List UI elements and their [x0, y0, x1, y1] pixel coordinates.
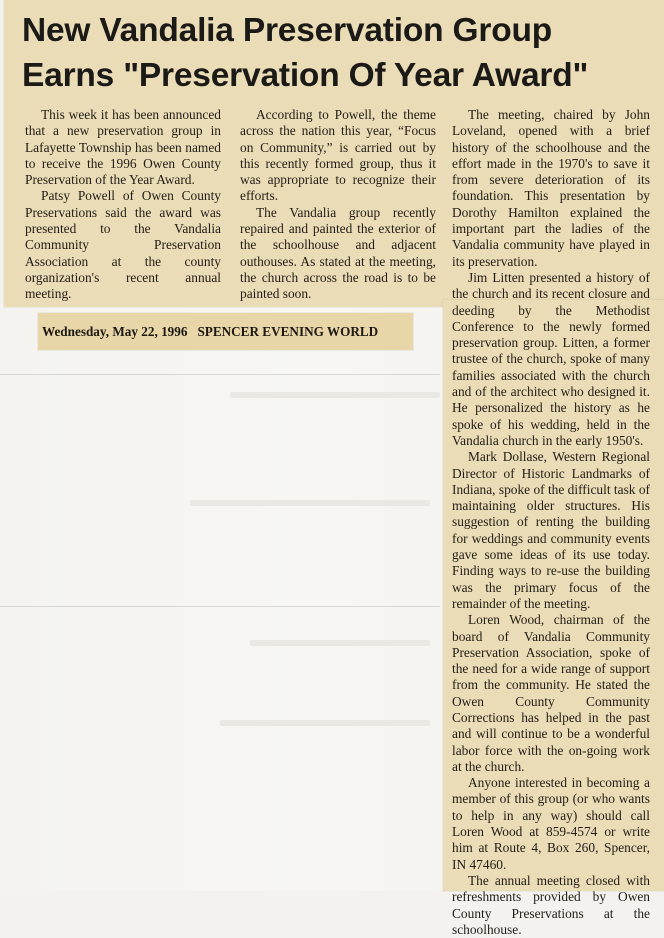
- paragraph: Anyone interested in becoming a member of this group (or who wants to help in any way) should call Loren Wood at 859-4574 or write him at Route 4, Box 260, Spencer, IN 47460.: [452, 775, 650, 872]
- paragraph: The annual meeting closed with refreshments provided by Owen County Preservations at the schoolhouse.: [452, 872, 650, 937]
- paragraph: Mark Dollase, Western Regional Director of Historic Landmarks of Indiana, spoke of the difficult task of maintaining older structures. His suggestion of renting the building for weddings and community events gave some ideas of its use today. Finding ways to re-use the building was the primary focus of the remainder of the meeting.: [452, 449, 650, 611]
- bleed-through-mark: [250, 640, 430, 646]
- paragraph: The Vandalia group recently repaired and painted the exterior of the schoolhouse and adjacent outhouses. As stated at the meeting, the church across the road is to be painted soon.: [240, 204, 436, 302]
- article-column-2: [240, 107, 436, 303]
- bleed-through-mark: [230, 392, 440, 398]
- publication-date: Wednesday, May 22, 1996: [42, 324, 188, 339]
- publication-dateline: [42, 323, 412, 341]
- article-column-1: [25, 107, 221, 303]
- article-column-3: [452, 107, 650, 938]
- paragraph: The meeting, chaired by John Loveland, opened with a brief history of the schoolhouse and the effort made in the 1970's to save it from severe deterioration of its foundation. This presentation by Dorothy Hamilton explained the important part the ladies of the Vandalia community have played in its preservation.: [452, 107, 650, 269]
- article-headline: [22, 8, 652, 98]
- paragraph: This week it has been announced that a new preservation group in Lafayette Township has been named to receive the 1996 Owen County Preservation of the Year Award.: [25, 107, 221, 188]
- bleed-through-mark: [190, 500, 430, 506]
- paragraph: Jim Litten presented a history of the church and its recent closure and deeding by the Methodist Conference to the newly formed preservation group. Litten, a former trustee of the church, spoke of many families associated with the church and of the architect who designed it. He personalized the history as he spoke of his wedding, held in the Vandalia church in the early 1950's.: [452, 269, 650, 448]
- publication-name: SPENCER EVENING WORLD: [197, 324, 379, 339]
- page-fold-line: [0, 606, 440, 607]
- paragraph: Loren Wood, chairman of the board of Vandalia Community Preservation Association, spoke of the need for a wide range of support from the community. He stated the Owen County Community Corrections has helped in the past and will continue to be a wonderful labor force with the on-going work at the church.: [452, 612, 650, 774]
- headline-line-2: Earns "Preservation Of Year Award": [22, 57, 589, 94]
- headline-line-1: New Vandalia Preservation Group: [22, 12, 552, 49]
- page-fold-line: [0, 374, 440, 375]
- paragraph: Patsy Powell of Owen County Preservations said the award was presented to the Vandalia Community Preservation Association at the county organization's recent annual meeting.: [25, 188, 221, 302]
- paragraph: According to Powell, the theme across the nation this year, “Focus on Community,” is carried out by this recently formed group, thus it was appropriate to recognize their efforts.: [240, 107, 436, 204]
- bleed-through-mark: [220, 720, 430, 726]
